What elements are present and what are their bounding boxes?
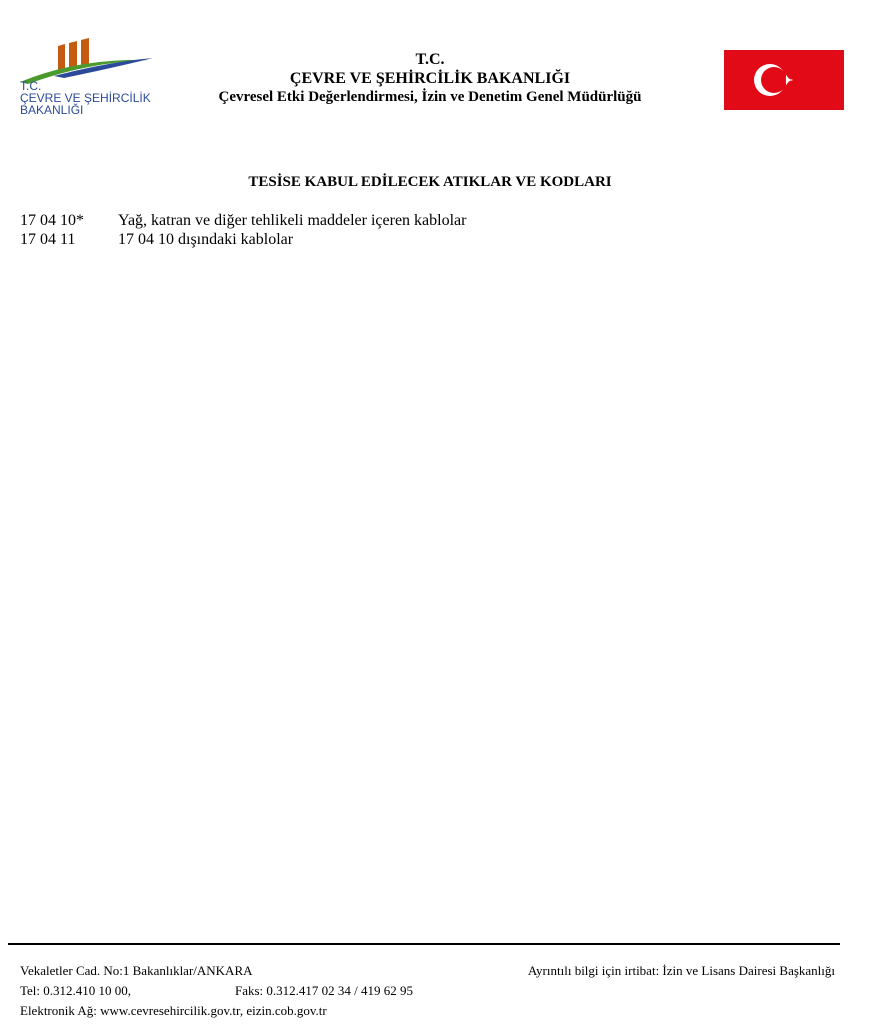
letterhead (150, 50, 710, 107)
document-title: TESİSE KABUL EDİLECEK ATIKLAR VE KODLARI (248, 174, 612, 190)
list-item (20, 230, 466, 249)
logo-text (20, 80, 151, 116)
footer-address: Vekaletler Cad. No:1 Bakanlıklar/ANKARA (20, 963, 253, 978)
footer-tel: Tel: 0.312.410 10 00, (20, 983, 132, 998)
waste-description: 17 04 10 dışındaki kablolar (118, 231, 294, 248)
list-item (20, 211, 466, 230)
footer-divider (8, 943, 840, 945)
logo-line-tc: T.C. (20, 79, 42, 93)
header-tc: T.C. (415, 51, 445, 68)
footer-contact: Ayrıntılı bilgi için irtibat: İzin ve Lisans Dairesi Başkanlığı (527, 963, 835, 978)
footer-web: Elektronik Ağ: www.cevresehircilik.gov.tr, eizin.cob.gov.tr (20, 1003, 327, 1018)
logo-line-bakanligi: BAKANLIĞI (20, 103, 84, 117)
ministry-emblem-icon (18, 38, 158, 84)
waste-code: 17 04 11 (20, 231, 76, 248)
header-directorate: Çevresel Etki Değerlendirmesi, İzin ve Denetim Genel Müdürlüğü (218, 89, 642, 105)
waste-code: 17 04 10* (20, 212, 84, 229)
turkish-flag-icon (724, 50, 844, 110)
footer-fax: Faks: 0.312.417 02 34 / 419 62 95 (235, 983, 414, 998)
waste-description: Yağ, katran ve diğer tehlikeli maddeler içeren kablolar (118, 212, 467, 229)
waste-code-list (20, 211, 466, 249)
footer (20, 961, 835, 1021)
header-ministry: ÇEVRE VE ŞEHİRCİLİK BAKANLIĞI (289, 70, 571, 87)
logo-line-ministry: ÇEVRE VE ŞEHİRCİLİK (20, 91, 151, 105)
ministry-logo (18, 38, 158, 124)
